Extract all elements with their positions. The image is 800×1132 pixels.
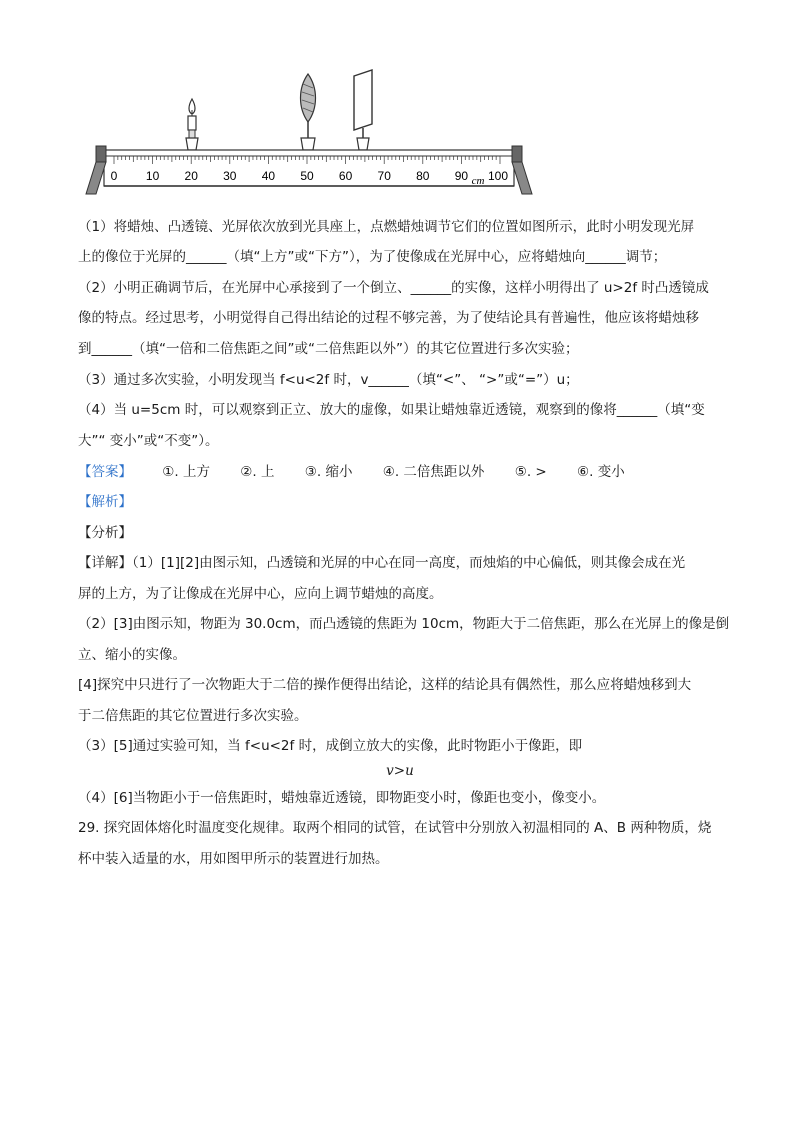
question-4-line-a: （4）当 u=5cm 时，可以观察到正立、放大的虚像，如果让蜡烛靠近透镜，观察到的像将______（填“变 — [78, 402, 705, 418]
question-29-line-b: 杯中装入适量的水，用如图甲所示的装置进行加热。 — [78, 851, 389, 867]
question-1-line-b: 上的像位于光屏的______（填“上方”或“下方”），为了使像成在光屏中心，应将蜡烛向______调节； — [78, 249, 667, 265]
ruler-tick-label: 80 — [416, 169, 430, 183]
answer-item-5: ⑤. > — [514, 464, 547, 480]
answer-item-3: ③. 缩小 — [304, 464, 353, 480]
answer-item-6: ⑥. 变小 — [577, 464, 625, 480]
question-2-line-c: 到______（填“一倍和二倍焦距之间”或“二倍焦距以外”）的其它位置进行多次实验； — [78, 341, 579, 357]
ruler-tick-label: 20 — [184, 169, 198, 183]
detail-6-line: （4）[6]当物距小于一倍焦距时，蜡烛靠近透镜，即物距变小时，像距也变小，像变小。 — [78, 790, 606, 806]
ruler-tick-label: 10 — [145, 169, 160, 183]
ruler-tick-label: 100 — [487, 169, 509, 183]
question-2-line-b: 像的特点。经过思考，小明觉得自己得出结论的过程不够完善，为了使结论具有普遍性，他应该将蜡烛移 — [78, 310, 699, 326]
question-3-line: （3）通过多次实验，小明发现当 f<u<2f 时，v______（填“<”、 “>”或“=”）u； — [78, 372, 579, 388]
detail-2-line-b: 立、缩小的实像。 — [78, 647, 186, 663]
answer-item-4: ④. 二倍焦距以外 — [382, 464, 485, 480]
ruler-tick-label: 40 — [261, 169, 276, 183]
detail-3-line-a: （3）[5]通过实验可知，当 f<u<2f 时，成倒立放大的实像，此时物距小于像距，即 — [78, 738, 583, 754]
answer-label: 【答案】 — [78, 464, 132, 480]
right-support-icon — [512, 146, 532, 194]
convex-lens-icon — [301, 74, 316, 150]
detail-1-line-b: 屏的上方，为了让像成在光屏中心，应向上调节蜡烛的高度。 — [78, 586, 443, 602]
question-4-line-b: 大”“ 变小”或“不变”）。 — [78, 433, 219, 449]
optical-bench-figure — [82, 66, 542, 198]
question-2-line-a: （2）小明正确调节后，在光屏中心承接到了一个倒立、______的实像，这样小明得出了 u>2f 时凸透镜成 — [78, 280, 709, 296]
detail-4-line-b: 于二倍焦距的其它位置进行多次实验。 — [78, 708, 308, 724]
detail-1-line-a: 【详解】（1）[1][2]由图示知，凸透镜和光屏的中心在同一高度，而烛焰的中心偏低，则其像会成在光 — [78, 555, 686, 571]
detail-2-line-a: （2）[3]由图示知，物距为 30.0cm，而凸透镜的焦距为 10cm，物距大于二倍焦距，那么在光屏上的像是倒 — [78, 616, 730, 632]
ruler-tick-label: 60 — [338, 169, 353, 183]
left-support-icon — [86, 146, 106, 194]
question-1-line-a: （1）将蜡烛、凸透镜、光屏依次放到光具座上，点燃蜡烛调节它们的位置如图所示，此时小明发现光屏 — [78, 219, 695, 235]
answer-item-2: ②. 上 — [240, 464, 275, 480]
ruler-tick-label: 0 — [110, 169, 118, 183]
detail-4-line-a: [4]探究中只进行了一次物距大于二倍的操作便得出结论，这样的结论具有偶然性，那么应将蜡烛移到大 — [78, 677, 692, 693]
ruler-tick-label: 90 — [454, 169, 469, 183]
ruler-unit-label: cm — [471, 175, 485, 187]
fenxi-label: 【分析】 — [78, 525, 132, 541]
detail-formula: v>u — [386, 763, 414, 779]
light-screen-icon — [354, 70, 372, 150]
ruler-tick-label: 30 — [223, 169, 237, 183]
analysis-label: 【解析】 — [78, 494, 132, 510]
candle-icon — [186, 99, 198, 150]
question-29-line-a: 29. 探究固体熔化时温度变化规律。取两个相同的试管，在试管中分别放入初温相同的 A、B 两种物质，烧 — [78, 820, 712, 836]
ruler-tick-label: 50 — [300, 169, 314, 183]
answer-row — [78, 462, 651, 482]
answer-item-1: ①. 上方 — [162, 464, 210, 480]
ruler-tick-label: 70 — [377, 169, 391, 183]
